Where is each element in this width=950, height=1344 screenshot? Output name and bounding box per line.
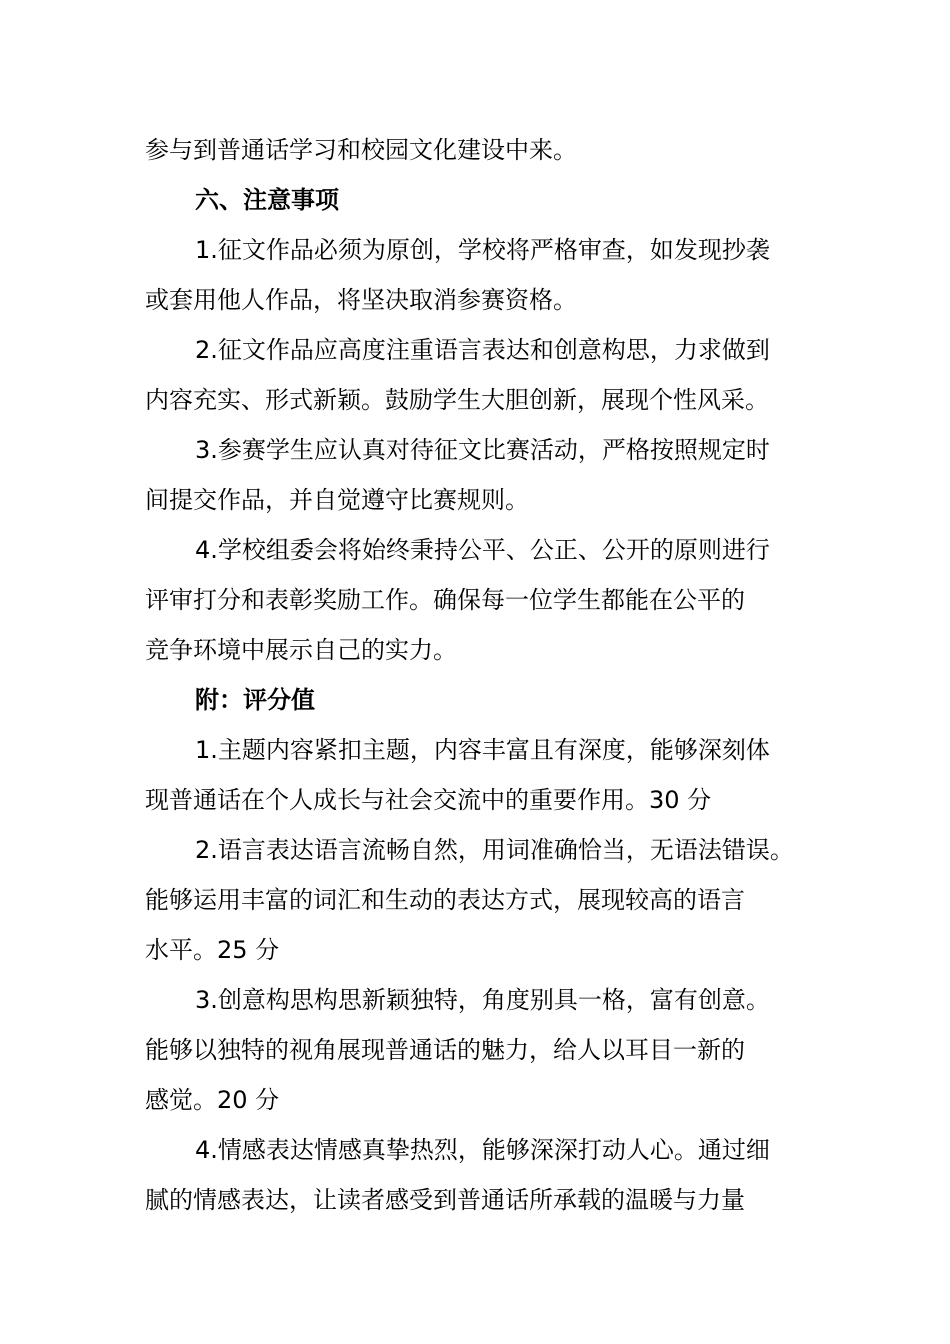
paragraph-line: 能够运用丰富的词汇和生动的表达方式，展现较高的语言 [145, 886, 745, 914]
paragraph-line: 2.语言表达语言流畅自然，用词准确恰当，无语法错误。 [195, 836, 794, 864]
paragraph-line: 4.情感表达情感真挚热烈，能够深深打动人心。通过细 [195, 1136, 770, 1164]
paragraph-line: 3.创意构思构思新颖独特，角度别具一格，富有创意。 [195, 986, 770, 1014]
paragraph-line: 或套用他人作品，将坚决取消参赛资格。 [145, 286, 577, 314]
paragraph-line: 现普通话在个人成长与社会交流中的重要作用。30 分 [145, 786, 712, 814]
paragraph-line: 1.主题内容紧扣主题，内容丰富且有深度，能够深刻体 [195, 736, 770, 764]
paragraph-line: 腻的情感表达，让读者感受到普通话所承载的温暖与力量 [145, 1186, 745, 1214]
paragraph-line: 内容充实、形式新颖。鼓励学生大胆创新，展现个性风采。 [145, 386, 769, 414]
paragraph-line: 水平。25 分 [145, 936, 280, 964]
section-heading-scoring: 附：评分值 [195, 686, 315, 714]
paragraph-line: 3.参赛学生应认真对待征文比赛活动，严格按照规定时 [195, 436, 770, 464]
paragraph-line: 能够以独特的视角展现普通话的魅力，给人以耳目一新的 [145, 1036, 745, 1064]
paragraph-line: 感觉。20 分 [145, 1086, 280, 1114]
paragraph-line: 参与到普通话学习和校园文化建设中来。 [145, 136, 577, 164]
paragraph-line: 1.征文作品必须为原创，学校将严格审查，如发现抄袭 [195, 236, 770, 264]
section-heading-notes: 六、注意事项 [195, 186, 339, 214]
paragraph-line: 2.征文作品应高度注重语言表达和创意构思，力求做到 [195, 336, 770, 364]
paragraph-line: 评审打分和表彰奖励工作。确保每一位学生都能在公平的 [145, 586, 745, 614]
paragraph-line: 间提交作品，并自觉遵守比赛规则。 [145, 486, 529, 514]
paragraph-line: 4.学校组委会将始终秉持公平、公正、公开的原则进行 [195, 536, 770, 564]
paragraph-line: 竞争环境中展示自己的实力。 [145, 636, 457, 664]
